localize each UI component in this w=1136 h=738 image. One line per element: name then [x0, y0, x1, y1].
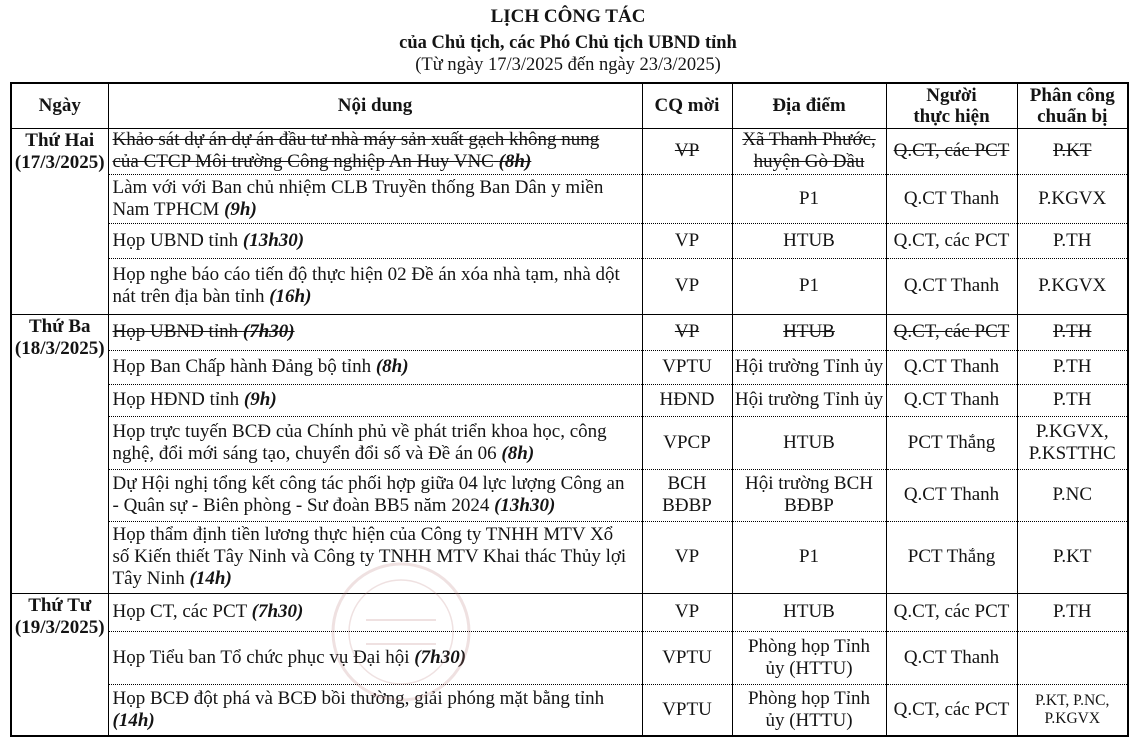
- inviter-cell: [642, 174, 732, 223]
- cell-line: [735, 546, 884, 568]
- content-text: số Kiến thiết Tây Ninh và Công ty TNHH MTV Khai thác Thủy lợi: [112, 546, 627, 567]
- cell-line: [735, 275, 884, 297]
- content-cell: [108, 128, 642, 174]
- cell-line: [1020, 484, 1126, 506]
- header-place-label: Địa điểm: [772, 95, 846, 117]
- inviter-cell: [642, 631, 732, 684]
- header-inviter-label: CQ mời: [654, 95, 720, 117]
- cell-text: Xã Thanh Phước,: [742, 129, 876, 150]
- person-cell: [886, 416, 1017, 469]
- content-line: [113, 421, 640, 443]
- cell-line: [889, 356, 1015, 378]
- cell-line: [735, 389, 884, 411]
- event-time: (14h): [189, 568, 232, 589]
- schedule-row: [11, 593, 1128, 631]
- place-cell: [732, 174, 886, 223]
- cell-text: Q.CT, các PCT: [893, 601, 1010, 622]
- cell-text: Hội trường Tỉnh ủy: [734, 356, 884, 377]
- date-range: (Từ ngày 17/3/2025 đến ngày 23/3/2025): [415, 55, 721, 75]
- cell-text: huyện Gò Dầu: [753, 151, 865, 172]
- content-line: [113, 710, 640, 732]
- prep-cell: [1017, 258, 1128, 314]
- cell-text: P.KT: [1052, 546, 1092, 567]
- cell-text: Q.CT Thanh: [903, 646, 1000, 668]
- cell-text: ủy (HTTU): [765, 657, 853, 679]
- inviter-cell: [642, 128, 732, 174]
- cell-line: [735, 636, 884, 658]
- prep-cell: [1017, 223, 1128, 258]
- content-line: [113, 264, 640, 286]
- schedule-row: [11, 314, 1128, 350]
- cell-text: HTUB: [783, 601, 835, 622]
- prep-cell: [1017, 350, 1128, 384]
- cell-line: [735, 658, 884, 680]
- content-line: [113, 129, 640, 151]
- header-content: [108, 83, 642, 128]
- content-cell: [108, 416, 642, 469]
- prep-cell: [1017, 384, 1128, 416]
- content-text: Họp trực tuyến BCĐ của Chính phủ về phát triển khoa học, công: [112, 420, 607, 442]
- event-time: (7h30): [242, 321, 295, 342]
- cell-line: [1020, 140, 1126, 162]
- cell-line: [889, 601, 1015, 623]
- header-day: [11, 83, 108, 128]
- schedule-row: [11, 631, 1128, 684]
- schedule-row: [11, 684, 1128, 736]
- header-person-line: thực hiện: [913, 105, 990, 127]
- inviter-cell: [642, 258, 732, 314]
- content-text: Họp BCĐ đột phá và BCĐ bồi thường, giải phóng mặt bằng tỉnh: [112, 687, 605, 709]
- prep-cell: [1017, 174, 1128, 223]
- place-cell: [732, 350, 886, 384]
- cell-line: [1020, 356, 1126, 378]
- content-cell: [108, 223, 642, 258]
- content-cell: [108, 350, 642, 384]
- cell-text: PCT Thắng: [907, 546, 996, 567]
- day-date: (17/3/2025): [14, 151, 105, 173]
- content-line: [113, 443, 640, 465]
- cell-line: [889, 432, 1015, 454]
- cell-line: [645, 473, 730, 495]
- cell-text: PCT Thắng: [907, 431, 996, 453]
- cell-text: VP: [674, 140, 700, 161]
- header-day-label: Ngày: [38, 95, 81, 117]
- cell-line: [889, 389, 1015, 411]
- cell-text: Q.CT Thanh: [903, 356, 1000, 377]
- event-time: (7h30): [414, 646, 467, 668]
- inviter-cell: [642, 314, 732, 350]
- header-inviter: [642, 83, 732, 128]
- cell-text: Q.CT, các PCT: [893, 229, 1010, 251]
- prep-cell: [1017, 593, 1128, 631]
- inviter-cell: [642, 350, 732, 384]
- event-time: (16h): [269, 286, 312, 307]
- inviter-cell: [642, 416, 732, 469]
- inviter-cell: [642, 384, 732, 416]
- day-name: Thứ Ba: [28, 315, 91, 337]
- content-line: [113, 177, 640, 199]
- inviter-cell: [642, 593, 732, 631]
- schedule-row: [11, 128, 1128, 174]
- header-prep-line: chuẩn bị: [1037, 105, 1108, 127]
- schedule-row: [11, 416, 1128, 469]
- cell-line: [889, 140, 1015, 162]
- person-cell: [886, 128, 1017, 174]
- cell-text: P1: [798, 187, 820, 209]
- content-text: Dự Hội nghị tổng kết công tác phối hợp giữa 04 lực lượng Công an: [112, 473, 625, 494]
- content-cell: [108, 684, 642, 736]
- schedule-row: [11, 384, 1128, 416]
- content-text: nát trên địa bàn tỉnh: [112, 286, 265, 307]
- person-cell: [886, 314, 1017, 350]
- cell-line: [735, 688, 884, 710]
- content-line: [113, 199, 640, 221]
- cell-line: [1020, 601, 1126, 623]
- cell-text: HTUB: [783, 321, 835, 342]
- content-text: - Quân sự - Biên phòng - Sư đoàn BB5 năm 2024: [112, 495, 490, 516]
- content-line: [113, 688, 640, 710]
- person-cell: [886, 350, 1017, 384]
- cell-text: P.KGVX: [1044, 709, 1101, 727]
- schedule-row: [11, 223, 1128, 258]
- cell-text: Q.CT Thanh: [903, 484, 1000, 505]
- prep-cell: [1017, 684, 1128, 736]
- content-cell: [108, 631, 642, 684]
- cell-text: Q.CT Thanh: [903, 389, 1000, 410]
- cell-text: Q.CT Thanh: [903, 275, 1000, 296]
- person-cell: [886, 258, 1017, 314]
- event-time: (9h): [243, 389, 277, 410]
- cell-text: VPTU: [662, 646, 712, 668]
- schedule-row: [11, 469, 1128, 521]
- day-cell: [11, 128, 108, 314]
- cell-text: P1: [798, 275, 820, 296]
- event-time: (8h): [498, 151, 532, 172]
- schedule-row: [11, 521, 1128, 593]
- person-cell: [886, 384, 1017, 416]
- inviter-cell: [642, 521, 732, 593]
- content-line: [113, 473, 640, 495]
- cell-line: [645, 546, 730, 568]
- place-cell: [732, 469, 886, 521]
- cell-line: [1020, 275, 1126, 297]
- cell-text: P.TH: [1052, 601, 1092, 622]
- cell-text: VP: [674, 275, 700, 296]
- event-time: (7h30): [251, 601, 304, 622]
- event-time: (8h): [375, 356, 409, 377]
- schedule-body: [11, 128, 1128, 736]
- content-text: Họp Tiểu ban Tổ chức phục vụ Đại hội: [112, 646, 410, 668]
- place-cell: [732, 631, 886, 684]
- content-text: Họp UBND tỉnh: [112, 229, 239, 251]
- cell-line: [1020, 321, 1126, 343]
- cell-line: [645, 432, 730, 454]
- content-cell: [108, 258, 642, 314]
- cell-line: [645, 601, 730, 623]
- cell-text: P.KGVX,: [1035, 420, 1109, 442]
- cell-text: Q.CT, các PCT: [893, 698, 1010, 720]
- content-line: [113, 601, 640, 623]
- cell-text: BCH: [667, 473, 707, 494]
- day-date: (18/3/2025): [14, 337, 105, 359]
- content-line: [113, 495, 640, 517]
- content-cell: [108, 593, 642, 631]
- event-time: (13h30): [494, 495, 556, 516]
- cell-text: P1: [798, 546, 820, 567]
- cell-text: VPTU: [662, 356, 712, 377]
- prep-cell: [1017, 469, 1128, 521]
- schedule-table: [10, 82, 1129, 737]
- cell-text: P.KT, P.NC,: [1035, 691, 1110, 709]
- cell-text: P.KGVX: [1038, 275, 1107, 296]
- event-time: (14h): [112, 709, 155, 731]
- cell-line: [1020, 421, 1126, 443]
- cell-line: [1020, 389, 1126, 411]
- event-time: (8h): [501, 442, 535, 464]
- cell-line: [1020, 546, 1126, 568]
- cell-text: Q.CT Thanh: [903, 187, 1000, 209]
- cell-line: [889, 546, 1015, 568]
- content-line: [113, 151, 640, 173]
- cell-line: [735, 151, 884, 173]
- cell-line: [735, 129, 884, 151]
- cell-text: VPCP: [663, 431, 711, 453]
- cell-line: [645, 321, 730, 343]
- person-cell: [886, 521, 1017, 593]
- person-cell: [886, 223, 1017, 258]
- content-line: [113, 647, 640, 669]
- cell-line: [645, 230, 730, 252]
- cell-line: [735, 356, 884, 378]
- cell-text: BĐBP: [662, 495, 712, 516]
- person-cell: [886, 174, 1017, 223]
- cell-text: P.KGVX: [1038, 187, 1107, 209]
- header-person-line: Người: [926, 84, 977, 106]
- cell-line: [889, 188, 1015, 210]
- cell-text: Hội trường Tỉnh ủy: [734, 389, 884, 410]
- cell-text: P.TH: [1052, 229, 1092, 251]
- person-cell: [886, 631, 1017, 684]
- place-cell: [732, 593, 886, 631]
- content-text: của CTCP Môi trường Công nghiệp An Huy VNC: [112, 151, 494, 172]
- document-title: LỊCH CÔNG TÁC: [490, 6, 646, 27]
- prep-cell: [1017, 416, 1128, 469]
- content-line: [113, 356, 640, 378]
- cell-line: [735, 188, 884, 210]
- day-cell: [11, 593, 108, 736]
- cell-line: [1020, 443, 1126, 465]
- cell-line: [889, 321, 1015, 343]
- cell-line: [889, 699, 1015, 721]
- place-cell: [732, 684, 886, 736]
- cell-text: P.NC: [1052, 484, 1093, 505]
- cell-line: [645, 389, 730, 411]
- content-text: Họp CT, các PCT: [112, 601, 247, 622]
- content-line: [113, 568, 640, 590]
- header-row: [11, 83, 1128, 128]
- day-cell: [11, 314, 108, 593]
- prep-cell: [1017, 521, 1128, 593]
- content-text: Họp Ban Chấp hành Đảng bộ tỉnh: [112, 356, 372, 377]
- content-text: Họp thẩm định tiền lương thực hiện của Công ty TNHH MTV Xổ: [112, 524, 614, 545]
- cell-text: Q.CT, các PCT: [893, 321, 1010, 342]
- place-cell: [732, 128, 886, 174]
- content-cell: [108, 174, 642, 223]
- content-text: nghệ, đổi mới sáng tạo, chuyển đổi số và Đề án 06: [112, 442, 497, 464]
- cell-line: [735, 230, 884, 252]
- cell-text: HĐND: [659, 389, 715, 410]
- schedule-row: [11, 350, 1128, 384]
- content-text: Khảo sát dự án dự án đầu tư nhà máy sản xuất gạch không nung: [112, 129, 600, 150]
- cell-text: BĐBP: [784, 495, 834, 516]
- content-line: [113, 389, 640, 411]
- prep-cell: [1017, 128, 1128, 174]
- header-place: [732, 83, 886, 128]
- cell-line: [889, 484, 1015, 506]
- cell-line: [1020, 188, 1126, 210]
- cell-line: [1020, 710, 1126, 728]
- cell-line: [735, 601, 884, 623]
- inviter-cell: [642, 469, 732, 521]
- schedule-row: [11, 174, 1128, 223]
- schedule-row: [11, 258, 1128, 314]
- cell-text: P.TH: [1052, 321, 1092, 342]
- place-cell: [732, 416, 886, 469]
- cell-line: [645, 275, 730, 297]
- cell-text: Phòng họp Tỉnh: [747, 635, 871, 657]
- cell-line: [1020, 230, 1126, 252]
- header-person: [886, 83, 1017, 128]
- cell-line: [735, 321, 884, 343]
- day-date: (19/3/2025): [14, 616, 105, 638]
- cell-text: VP: [674, 321, 700, 342]
- cell-text: P.TH: [1052, 389, 1092, 410]
- cell-line: [645, 356, 730, 378]
- header-content-label: Nội dung: [337, 95, 413, 117]
- place-cell: [732, 258, 886, 314]
- person-cell: [886, 593, 1017, 631]
- content-text: Làm với với Ban chủ nhiệm CLB Truyền thống Ban Dân y miền: [112, 176, 604, 198]
- cell-text: Phòng họp Tỉnh: [747, 687, 871, 709]
- content-cell: [108, 384, 642, 416]
- header-prep-line: Phân công: [1029, 84, 1115, 106]
- cell-line: [645, 647, 730, 669]
- content-cell: [108, 314, 642, 350]
- cell-text: Q.CT, các PCT: [893, 140, 1010, 161]
- prep-cell: [1017, 314, 1128, 350]
- cell-line: [645, 140, 730, 162]
- cell-line: [735, 473, 884, 495]
- document-subtitle: của Chủ tịch, các Phó Chủ tịch UBND tỉnh: [399, 33, 737, 53]
- cell-text: P.KSTTHC: [1028, 442, 1116, 464]
- prep-cell: [1017, 631, 1128, 684]
- event-time: (13h30): [242, 229, 305, 251]
- content-cell: [108, 521, 642, 593]
- cell-text: VP: [674, 601, 700, 622]
- cell-text: HTUB: [783, 229, 835, 251]
- content-line: [113, 286, 640, 308]
- content-line: [113, 321, 640, 343]
- cell-line: [889, 230, 1015, 252]
- cell-text: P.KT: [1052, 140, 1092, 161]
- place-cell: [732, 314, 886, 350]
- place-cell: [732, 384, 886, 416]
- place-cell: [732, 223, 886, 258]
- person-cell: [886, 684, 1017, 736]
- cell-line: [889, 647, 1015, 669]
- inviter-cell: [642, 223, 732, 258]
- content-line: [113, 546, 640, 568]
- inviter-cell: [642, 684, 732, 736]
- cell-text: ủy (HTTU): [765, 709, 853, 731]
- cell-text: HTUB: [783, 431, 835, 453]
- event-time: (9h): [224, 198, 257, 220]
- cell-line: [1020, 692, 1126, 710]
- person-cell: [886, 469, 1017, 521]
- content-text: Họp UBND tỉnh: [112, 321, 239, 342]
- content-line: [113, 230, 640, 252]
- place-cell: [732, 521, 886, 593]
- content-text: Tây Ninh: [112, 568, 185, 589]
- cell-text: P.TH: [1052, 356, 1092, 377]
- cell-line: [735, 495, 884, 517]
- cell-text: VP: [674, 546, 700, 567]
- content-line: [113, 524, 640, 546]
- cell-line: [735, 710, 884, 732]
- cell-text: VPTU: [662, 698, 712, 720]
- content-text: Nam TPHCM: [112, 198, 220, 220]
- cell-line: [889, 275, 1015, 297]
- cell-line: [735, 432, 884, 454]
- content-text: Họp HĐND tỉnh: [112, 389, 240, 410]
- cell-line: [645, 699, 730, 721]
- content-text: Họp nghe báo cáo tiến độ thực hiện 02 Đề án xóa nhà tạm, nhà dột: [112, 264, 620, 285]
- day-name: Thứ Hai: [25, 129, 95, 151]
- content-cell: [108, 469, 642, 521]
- day-name: Thứ Tư: [28, 594, 92, 616]
- cell-text: VP: [674, 229, 700, 251]
- header-prep: [1017, 83, 1128, 128]
- cell-line: [645, 495, 730, 517]
- cell-text: Hội trường BCH: [744, 473, 874, 494]
